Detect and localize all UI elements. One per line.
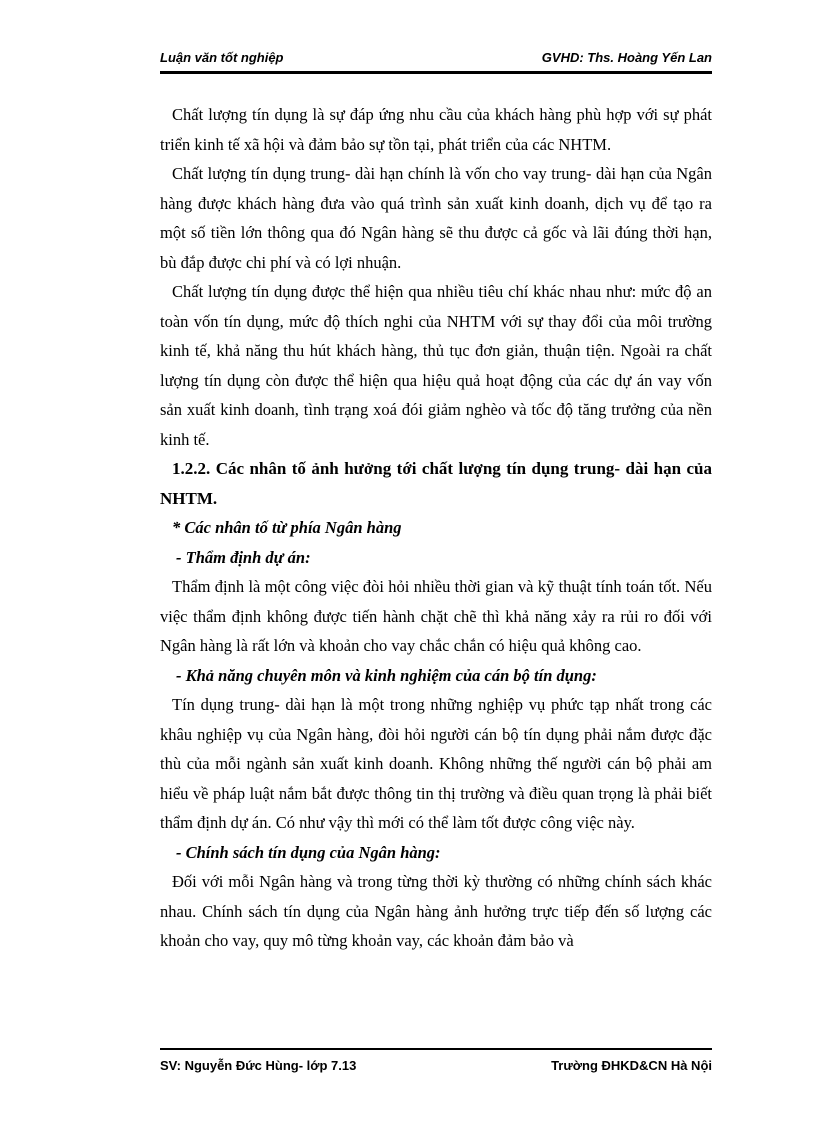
footer-university: Trường ĐHKD&CN Hà Nội xyxy=(551,1058,712,1073)
paragraph-credit-quality-definition: Chất lượng tín dụng là sự đáp ứng nhu cầu của khách hàng phù hợp với sự phát triển kinh tế xã hội và đảm bảo sự tồn tại, phát triển của các NHTM. xyxy=(160,105,712,154)
paragraph-credit-quality-criteria: Chất lượng tín dụng được thể hiện qua nhiều tiêu chí khác nhau như: mức độ an toàn vốn tín dụng, mức độ thích nghi của NHTM với sự thay đổi của môi trường kinh tế, khả năng thu hút khách hàng, thủ tục đơn giản, thuận tiện. Ngoài ra chất lượng tín dụng còn được thể hiện qua hiệu quả hoạt động của các dự án vay vốn sản xuất kinh doanh, tình trạng xoá đói giảm nghèo và tốc độ tăng trưởng của nền kinh tế. xyxy=(160,282,712,449)
paragraph-project-appraisal: Thẩm định là một công việc đòi hỏi nhiều thời gian và kỹ thuật tính toán tốt. Nếu việc thẩm định không được tiến hành chặt chẽ thì khả năng xảy ra rủi ro đối với Ngân hàng là rất lớn và khoản cho vay chắc chắn có hiệu quả không cao. xyxy=(160,577,712,655)
paragraph-medium-long-term-credit-quality: Chất lượng tín dụng trung- dài hạn chính là vốn cho vay trung- dài hạn của Ngân hàng được khách hàng đưa vào quá trình sản xuất kinh doanh, dịch vụ để tạo ra một số tiền lớn thông qua đó Ngân hàng sẽ thu được cả gốc và lãi đúng thời hạn, bù đắp được chi phí và có lợi nhuận. xyxy=(160,164,712,272)
subheading-staff-expertise: - Khả năng chuyên môn và kinh nghiệm của cán bộ tín dụng: xyxy=(176,665,597,685)
header-thesis-title: Luận văn tốt nghiệp xyxy=(160,50,284,65)
subheading-credit-policy: - Chính sách tín dụng của Ngân hàng: xyxy=(176,842,441,862)
section-heading-1-2-2: 1.2.2. Các nhân tố ảnh hưởng tới chất lượng tín dụng trung- dài hạn của NHTM. xyxy=(160,459,712,508)
header-supervisor: GVHD: Ths. Hoàng Yến Lan xyxy=(541,50,712,65)
document-body xyxy=(160,100,712,956)
header-rule xyxy=(160,71,712,74)
footer-rule xyxy=(160,1048,712,1050)
paragraph-staff-expertise: Tín dụng trung- dài hạn là một trong những nghiệp vụ phức tạp nhất trong các khâu nghiệp vụ của Ngân hàng, đòi hỏi người cán bộ tín dụng phải nắm được đặc thù của mỗi ngành sản xuất kinh doanh. Không những thế người cán bộ phải am hiểu về pháp luật nắm bắt được thông tin thị trường và điều quan trọng là phải biết thẩm định dự án. Có như vậy thì mới có thể làm tốt được công việc này. xyxy=(160,695,712,832)
page-header xyxy=(160,50,712,70)
subheading-bank-factors: * Các nhân tố từ phía Ngân hàng xyxy=(172,518,402,537)
footer-student: SV: Nguyễn Đức Hùng- lớp 7.13 xyxy=(160,1058,357,1073)
page-footer xyxy=(160,1058,712,1078)
subheading-project-appraisal: - Thẩm định dự án: xyxy=(176,547,311,567)
paragraph-credit-policy: Đối với mỗi Ngân hàng và trong từng thời kỳ thường có những chính sách khác nhau. Chính sách tín dụng của Ngân hàng ảnh hưởng trực tiếp đến số lượng các khoản cho vay, quy mô từng khoản vay, các khoản đảm bảo và xyxy=(160,872,712,950)
